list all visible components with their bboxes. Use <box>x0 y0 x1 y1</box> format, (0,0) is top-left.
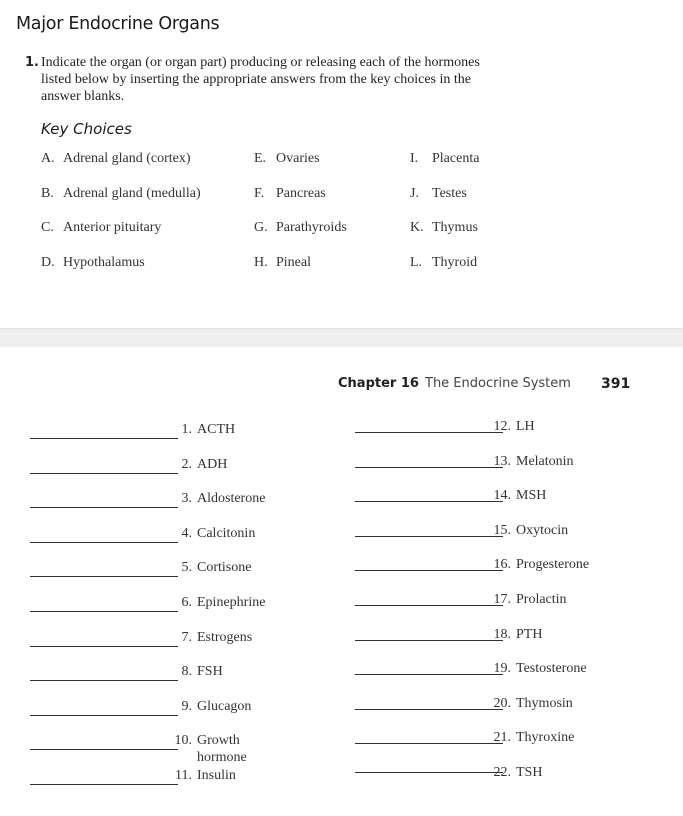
answer-blank[interactable] <box>355 709 503 710</box>
hormone-name: Oxytocin <box>516 522 569 538</box>
hormone-number: 20. <box>493 695 511 711</box>
page-divider <box>0 328 683 347</box>
hormone-name: LH <box>516 419 535 434</box>
hormone-name: Aldosterone <box>197 491 266 507</box>
hormone-label <box>489 591 567 608</box>
key-label: Thymus <box>432 220 478 235</box>
key-label: Adrenal gland (medulla) <box>63 185 201 201</box>
hormone-name: PTH <box>516 626 543 642</box>
answer-blank[interactable] <box>30 473 178 474</box>
key-choices-heading: Key Choices <box>41 120 132 138</box>
answer-blank[interactable] <box>355 467 503 468</box>
hormone-number: 17. <box>493 592 511 607</box>
hormone-label <box>170 421 235 438</box>
key-choice <box>254 151 320 167</box>
hormone-number: 8. <box>181 664 192 680</box>
hormone-label <box>489 729 574 746</box>
hormone-name: Cortisone <box>197 560 252 576</box>
hormone-label <box>170 732 247 766</box>
hormone-label <box>489 453 574 470</box>
hormone-label <box>489 522 568 539</box>
hormone-name: Testosterone <box>516 661 587 677</box>
hormone-label <box>489 626 542 643</box>
key-choice <box>41 255 145 271</box>
key-label: Pineal <box>276 254 311 270</box>
hormone-name: Prolactin <box>516 592 567 607</box>
key-letter: G. <box>254 220 268 235</box>
answer-blank[interactable] <box>355 772 503 773</box>
hormone-name: Calcitonin <box>197 525 256 541</box>
answer-blank[interactable] <box>355 501 503 502</box>
hormone-name: ACTH <box>197 422 236 437</box>
hormone-number: 11. <box>175 768 192 783</box>
key-letter: F. <box>254 185 265 201</box>
answer-blank[interactable] <box>355 640 503 641</box>
key-label: Hypothalamus <box>63 254 145 270</box>
answer-blank[interactable] <box>30 784 178 785</box>
key-letter: L. <box>410 254 423 270</box>
hormone-label <box>170 629 252 646</box>
key-label: Pancreas <box>276 185 326 201</box>
page-number: 391 <box>601 376 631 392</box>
hormone-number: 18. <box>493 626 511 642</box>
key-letter: I. <box>410 151 419 166</box>
hormone-label <box>170 698 251 715</box>
hormone-label <box>170 525 255 542</box>
key-label: Anterior pituitary <box>63 220 162 235</box>
hormone-label <box>170 456 227 473</box>
answer-blank[interactable] <box>355 570 503 571</box>
hormone-number: 22. <box>493 765 511 780</box>
key-choice <box>41 151 191 167</box>
hormone-name: Growth hormone <box>197 733 247 766</box>
hormone-name: Estrogens <box>197 629 253 645</box>
answer-blank[interactable] <box>30 507 178 508</box>
question-line: Indicate the organ (or organ part) producing or releasing each of the hormones <box>41 55 480 70</box>
key-letter: E. <box>254 151 267 166</box>
hormone-number: 15. <box>493 522 511 538</box>
hormone-label <box>170 559 251 576</box>
hormone-label <box>489 556 589 573</box>
hormone-label <box>489 764 542 781</box>
hormone-name: Thyroxine <box>516 730 575 746</box>
hormone-label <box>489 695 573 712</box>
chapter-title: The Endocrine System <box>425 376 571 391</box>
hormone-name: FSH <box>197 664 223 680</box>
key-choice <box>254 220 347 236</box>
hormone-name: Glucagon <box>197 698 252 714</box>
hormone-number: 4. <box>181 525 192 541</box>
hormone-label <box>170 490 265 507</box>
hormone-number: 6. <box>181 595 192 610</box>
key-label: Testes <box>432 185 467 201</box>
answer-blank[interactable] <box>30 646 178 647</box>
key-label: Thyroid <box>432 254 478 270</box>
answer-blank[interactable] <box>30 542 178 543</box>
hormone-number: 10. <box>174 733 192 749</box>
hormone-name: Melatonin <box>516 453 574 469</box>
answer-blank[interactable] <box>30 749 178 750</box>
key-letter: B. <box>41 185 54 201</box>
key-label: Adrenal gland (cortex) <box>63 151 191 166</box>
answer-blank[interactable] <box>30 576 178 577</box>
hormone-label <box>489 660 587 677</box>
hormone-number: 9. <box>181 698 192 714</box>
key-letter: D. <box>41 254 55 270</box>
answer-blank[interactable] <box>30 680 178 681</box>
key-choice <box>41 186 201 202</box>
question-number: 1. <box>25 55 39 70</box>
hormone-number: 13. <box>493 453 511 469</box>
answer-blank[interactable] <box>30 715 178 716</box>
hormone-number: 3. <box>181 491 192 507</box>
hormone-name: Epinephrine <box>197 595 266 610</box>
hormone-name: Progesterone <box>516 557 590 573</box>
key-choice <box>254 255 311 271</box>
key-label: Parathyroids <box>276 220 347 235</box>
answer-blank[interactable] <box>30 611 178 612</box>
hormone-name: TSH <box>516 765 543 780</box>
hormone-label <box>170 594 265 611</box>
key-choice <box>254 186 326 202</box>
hormone-number: 7. <box>181 629 192 645</box>
section-title: Major Endocrine Organs <box>16 14 220 34</box>
key-letter: K. <box>410 220 424 235</box>
answer-blank[interactable] <box>355 743 503 744</box>
hormone-number: 14. <box>493 488 511 504</box>
key-letter: A. <box>41 151 55 166</box>
key-choice <box>410 255 477 271</box>
hormone-label <box>489 487 546 504</box>
key-choice <box>41 220 161 236</box>
question-line: answer blanks. <box>41 89 125 104</box>
question-1 <box>25 54 545 105</box>
hormone-number: 12. <box>493 419 511 434</box>
answer-blank[interactable] <box>355 432 503 433</box>
key-letter: H. <box>254 254 268 270</box>
answer-blank[interactable] <box>355 536 503 537</box>
hormone-label <box>170 767 236 784</box>
hormone-number: 2. <box>181 456 192 472</box>
hormone-label <box>170 663 223 680</box>
key-choice <box>410 151 479 167</box>
hormone-name: Thymosin <box>516 695 573 711</box>
key-choice <box>410 220 478 236</box>
hormone-number: 16. <box>493 557 511 573</box>
answer-blank[interactable] <box>355 605 503 606</box>
answer-blank[interactable] <box>30 438 178 439</box>
hormone-number: 19. <box>493 661 511 677</box>
key-choice <box>410 186 467 202</box>
key-label: Placenta <box>432 151 480 166</box>
hormone-name: Insulin <box>197 768 236 783</box>
hormone-name: ADH <box>197 456 228 472</box>
hormone-label <box>489 418 535 435</box>
key-label: Ovaries <box>276 151 320 166</box>
hormone-number: 21. <box>493 730 511 746</box>
hormone-number: 1. <box>181 422 192 437</box>
hormone-number: 5. <box>181 560 192 576</box>
answer-blank[interactable] <box>355 674 503 675</box>
chapter-label: Chapter 16 <box>338 376 419 391</box>
question-line: listed below by inserting the appropriate answers from the key choices in the <box>41 72 471 87</box>
hormone-name: MSH <box>516 488 547 504</box>
key-letter: C. <box>41 220 54 235</box>
key-letter: J. <box>410 185 419 201</box>
